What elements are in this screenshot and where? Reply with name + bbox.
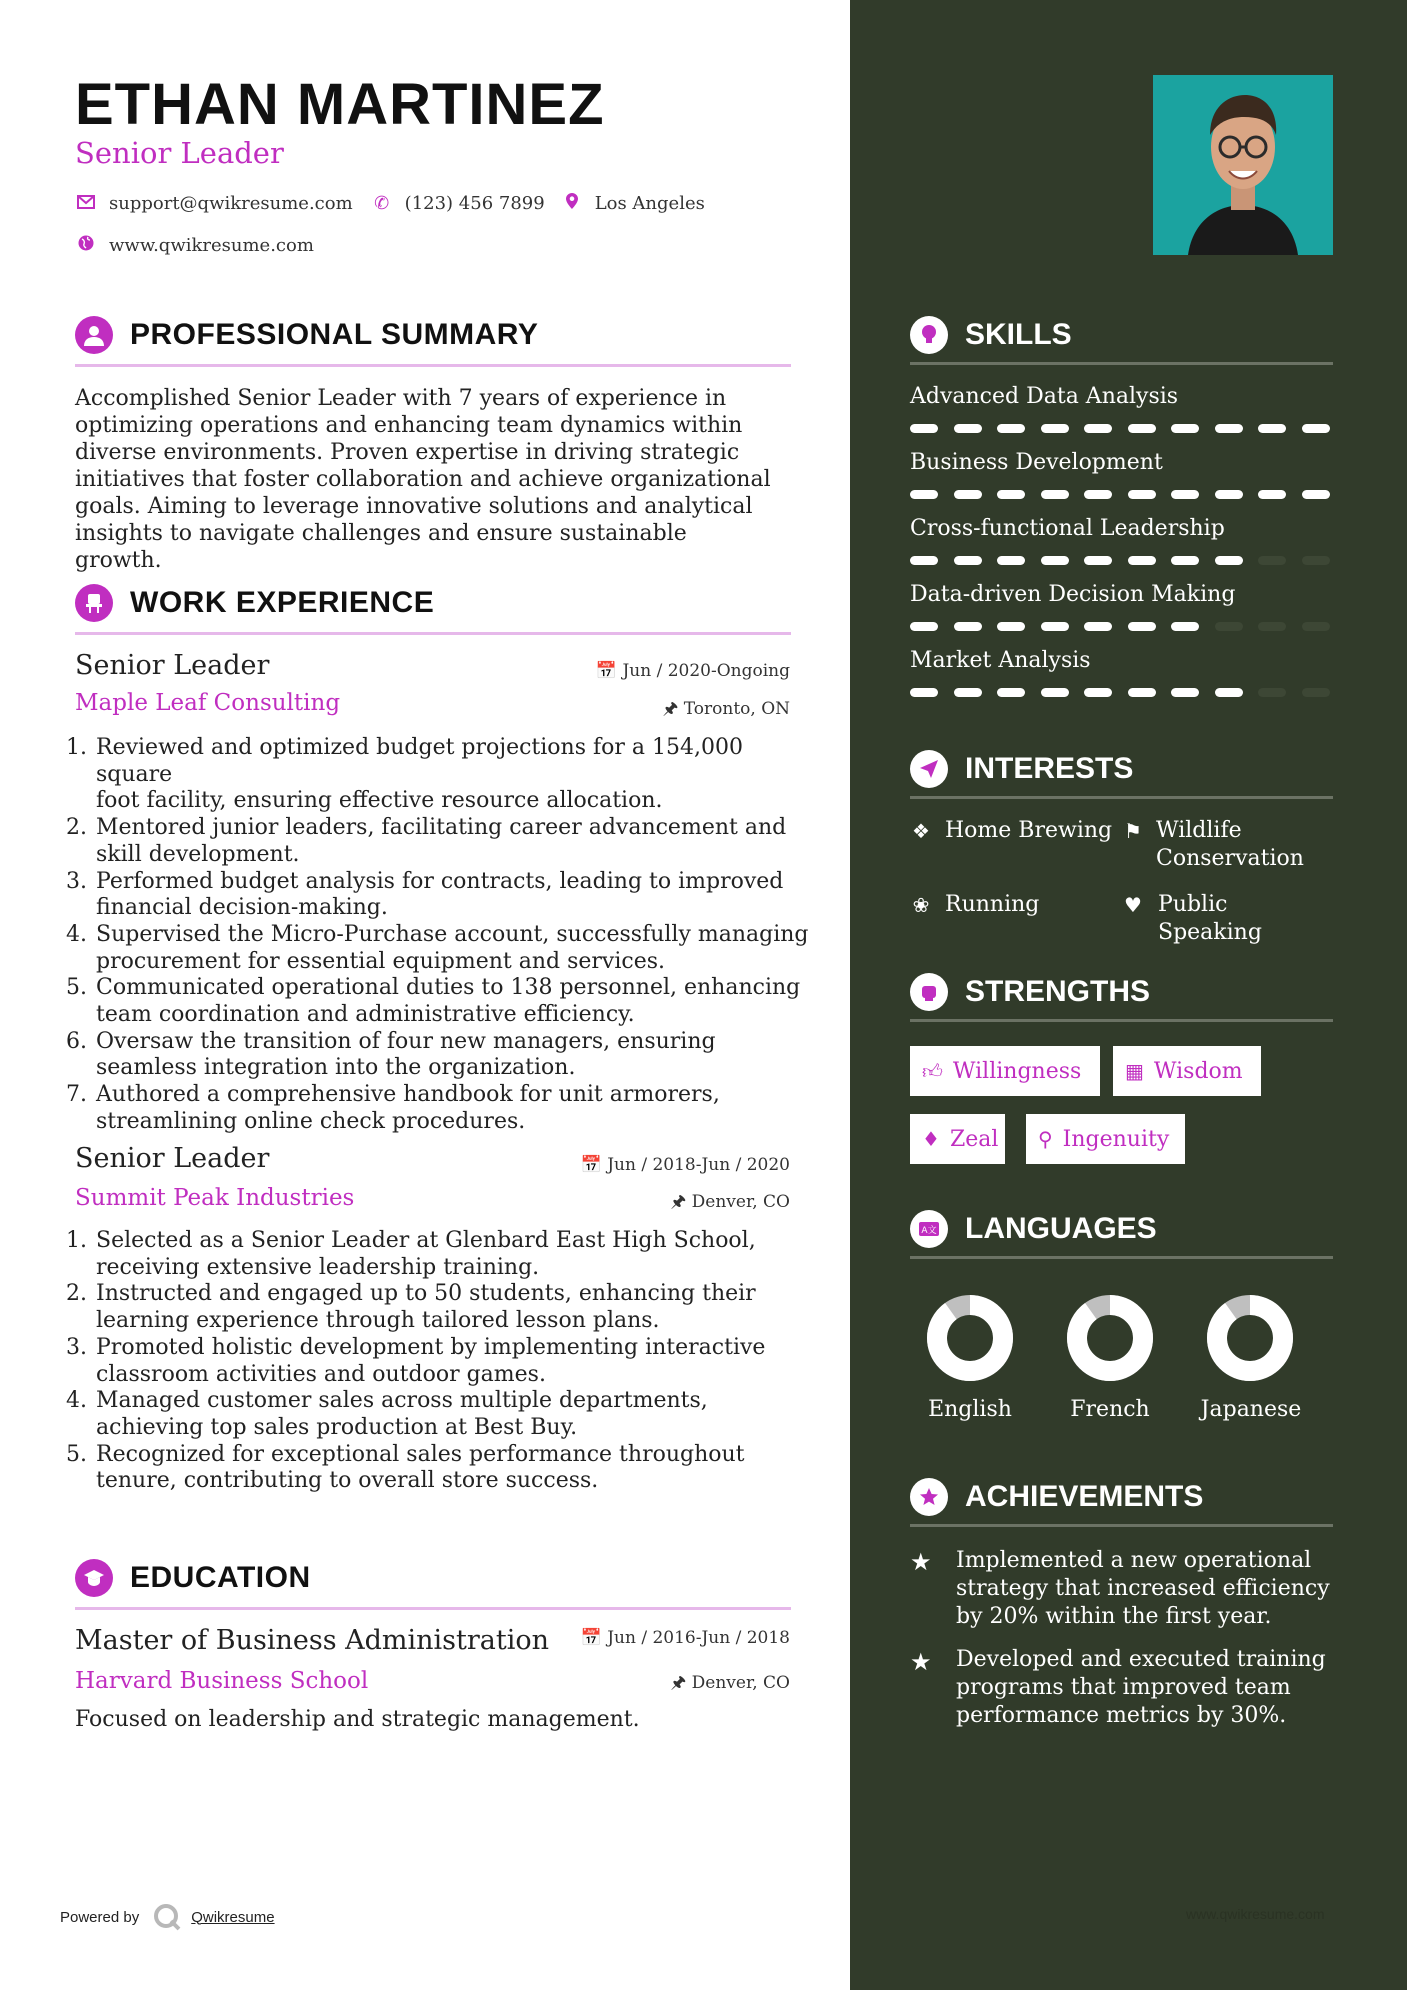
summary-line: Accomplished Senior Leader with 7 years of experience in — [75, 386, 727, 411]
interest-item — [1122, 891, 1336, 947]
star-icon: ★ — [910, 1648, 932, 1676]
bullet-line: 4. Supervised the Micro-Purchase account, successfully managing — [96, 921, 809, 947]
skill-dash-filled — [910, 622, 938, 631]
lightbulb-icon: ⚲ — [1038, 1127, 1053, 1151]
language-donut — [1205, 1293, 1295, 1383]
skill-dash-filled — [954, 490, 982, 499]
skill-dash-filled — [1128, 556, 1156, 565]
interests-title: INTERESTS — [965, 752, 1134, 785]
list-item — [94, 1029, 814, 1082]
skill-rating — [910, 556, 1333, 566]
bullet-line: 1. Reviewed and optimized budget projections for a 154,000 square — [96, 735, 743, 787]
strength-label: Willingness — [952, 1058, 1082, 1084]
svg-text:A文: A文 — [921, 1226, 937, 1236]
degree-title: Master of Business Administration — [75, 1625, 550, 1656]
skill-dash-filled — [910, 556, 938, 565]
list-item — [94, 815, 814, 868]
globe-icon — [75, 235, 97, 256]
strength-badge — [910, 1114, 1005, 1164]
education-dates — [490, 1628, 790, 1648]
achievement-line: programs that improved team — [956, 1675, 1291, 1700]
skill-dash-filled — [1258, 490, 1286, 499]
language-donut — [1065, 1293, 1155, 1383]
envelope-icon — [75, 193, 97, 214]
skill-dash-filled — [1128, 688, 1156, 697]
summary-line: initiatives that foster collaboration and achieve organizational — [75, 467, 771, 492]
skill-dash-filled — [1128, 622, 1156, 631]
candidate-name: ETHAN MARTINEZ — [75, 72, 605, 137]
achievement-line: performance metrics by 30%. — [956, 1703, 1287, 1728]
strengths-heading — [910, 971, 1333, 1022]
skill-dash-filled — [997, 556, 1025, 565]
bullet-line: 2. Instructed and engaged up to 50 students, enhancing their — [96, 1281, 756, 1307]
list-item — [94, 1442, 814, 1495]
skill-dash-empty — [1302, 556, 1330, 565]
bullet-line: 3. Performed budget analysis for contracts, leading to improved — [96, 868, 784, 894]
job-location-text: Toronto, ON — [683, 699, 790, 719]
skill-dash-filled — [1084, 490, 1112, 499]
star-icon — [910, 1478, 948, 1516]
summary-heading — [75, 314, 791, 367]
graduation-icon — [75, 1559, 113, 1597]
achievement-line: Developed and executed training — [956, 1647, 1326, 1672]
paper-plane-icon — [910, 750, 948, 788]
donut-fill — [1077, 1305, 1143, 1371]
bullet-line: skill development. — [96, 841, 300, 867]
brand-link[interactable]: Qwikresume — [191, 1908, 275, 1926]
phone-text: (123) 456 7899 — [404, 193, 545, 214]
skill-name: Business Development — [910, 450, 1163, 475]
fire-icon: ♦ — [922, 1127, 940, 1151]
list-item — [94, 975, 814, 1028]
bullet-line: seamless integration into the organization. — [96, 1055, 576, 1081]
experience-heading — [75, 582, 791, 635]
list-item — [94, 1228, 814, 1281]
skill-name: Market Analysis — [910, 648, 1091, 673]
powered-by-text: Powered by — [60, 1908, 140, 1926]
heartbeat-icon: ♥ — [1124, 893, 1142, 917]
skill-dash-filled — [1041, 688, 1069, 697]
achievements-heading — [910, 1476, 1333, 1527]
bullet-line: 5. Communicated operational duties to 138 personnel, enhancing — [96, 975, 801, 1001]
footer-website: www.qwikresume.com — [1186, 1906, 1325, 1922]
list-item — [94, 735, 814, 815]
achievement-line: by 20% within the first year. — [956, 1604, 1272, 1629]
skill-dash-filled — [1215, 490, 1243, 499]
interest-label: Public Speaking — [1158, 892, 1262, 945]
interest-item — [910, 817, 1155, 845]
strength-label: Ingenuity — [1062, 1126, 1170, 1152]
list-item — [94, 1335, 814, 1388]
bullet-line: classroom activities and outdoor games. — [96, 1361, 546, 1387]
achievement-line: strategy that increased efficiency — [956, 1576, 1330, 1601]
profile-photo — [1153, 75, 1333, 255]
website-link[interactable]: www.qwikresume.com — [109, 235, 314, 256]
skill-dash-filled — [1171, 490, 1199, 499]
footer-branding — [60, 1903, 275, 1931]
paw-icon: ❀ — [912, 893, 930, 917]
location-text: Los Angeles — [594, 193, 705, 214]
language-label: English — [928, 1397, 1012, 1422]
skill-dash-filled — [910, 688, 938, 697]
interest-item — [910, 891, 1155, 919]
achievement-line: Implemented a new operational — [956, 1548, 1312, 1573]
map-marker-icon — [561, 193, 583, 214]
skill-dash-filled — [910, 490, 938, 499]
skill-dash-filled — [1215, 556, 1243, 565]
skill-dash-filled — [1041, 622, 1069, 631]
bullet-line: 6. Oversaw the transition of four new managers, ensuring — [96, 1028, 716, 1054]
language-label: French — [1070, 1397, 1150, 1422]
phone-icon: ✆ — [374, 193, 390, 214]
skill-dash-empty — [1302, 622, 1330, 631]
donut-fill — [937, 1305, 1003, 1371]
flag-icon: ⚑ — [1124, 819, 1142, 843]
bullet-line: 3. Promoted holistic development by implementing interactive — [96, 1334, 766, 1360]
bullet-line: learning experience through tailored lesson plans. — [96, 1308, 660, 1334]
chair-icon — [75, 584, 113, 622]
job-dates — [490, 1155, 790, 1175]
skill-dash-filled — [954, 622, 982, 631]
interest-item — [1122, 817, 1332, 873]
email-link[interactable]: support@qwikresume.com — [109, 193, 353, 214]
bullet-line: tenure, contributing to overall store success. — [96, 1468, 599, 1494]
summary-line: insights to navigate challenges and ensure sustainable growth. — [75, 521, 687, 573]
strength-badge — [1113, 1046, 1261, 1096]
experience-title: WORK EXPERIENCE — [130, 586, 435, 619]
achievement-item — [956, 1547, 1336, 1631]
company-name: Summit Peak Industries — [75, 1185, 355, 1211]
skill-name: Data-driven Decision Making — [910, 582, 1236, 607]
calendar-icon: 📅 — [595, 661, 618, 681]
achievement-item — [956, 1646, 1336, 1730]
skill-dash-filled — [1302, 490, 1330, 499]
skill-rating — [910, 424, 1333, 434]
lightbulb-icon — [910, 316, 948, 354]
skill-dash-filled — [1258, 424, 1286, 433]
bullet-line: 2. Mentored junior leaders, facilitating career advancement and — [96, 815, 787, 841]
bullet-line: streamlining online check procedures. — [96, 1108, 526, 1134]
summary-text — [75, 385, 775, 574]
achievements-title: ACHIEVEMENTS — [965, 1480, 1204, 1513]
interest-label: Wildlife — [1156, 818, 1242, 843]
star-icon: ★ — [910, 1548, 932, 1576]
skill-rating — [910, 622, 1333, 632]
summary-title: PROFESSIONAL SUMMARY — [130, 318, 539, 351]
bullet-line: 1. Selected as a Senior Leader at Glenbard East High School, — [96, 1228, 756, 1253]
skill-dash-empty — [1302, 688, 1330, 697]
bullet-line: financial decision-making. — [96, 895, 388, 921]
interest-label: Home Brewing — [945, 818, 1113, 843]
bullet-line: 7. Authored a comprehensive handbook for unit armorers, — [96, 1082, 720, 1108]
languages-heading — [910, 1208, 1333, 1259]
job-title: Senior Leader — [75, 1143, 270, 1174]
donut-fill — [1217, 1305, 1283, 1371]
skill-dash-filled — [954, 424, 982, 433]
skills-title: SKILLS — [965, 318, 1072, 351]
summary-line: optimizing operations and enhancing team dynamics within — [75, 413, 743, 438]
bullet-line: 5. Recognized for exceptional sales performance throughout — [96, 1441, 745, 1467]
skill-dash-filled — [997, 688, 1025, 697]
list-item — [94, 869, 814, 922]
list-item — [94, 1082, 814, 1135]
school-name: Harvard Business School — [75, 1668, 369, 1694]
language-donut — [925, 1293, 1015, 1383]
skill-dash-filled — [997, 622, 1025, 631]
user-icon — [75, 316, 113, 354]
pin-icon: 🖈 — [670, 1673, 687, 1693]
skill-dash-filled — [1128, 490, 1156, 499]
strength-badge — [1026, 1114, 1185, 1164]
interest-label: Conservation — [1156, 846, 1304, 871]
job-title: Senior Leader — [75, 650, 270, 681]
job-bullets — [70, 735, 814, 1136]
skill-dash-filled — [1215, 424, 1243, 433]
bullet-line: receiving extensive leadership training. — [96, 1254, 540, 1280]
contact-row — [75, 193, 705, 214]
strengths-title: STRENGTHS — [965, 975, 1151, 1008]
skill-dash-filled — [1041, 556, 1069, 565]
skill-dash-filled — [1171, 688, 1199, 697]
job-bullets — [70, 1228, 814, 1495]
skill-dash-filled — [1084, 424, 1112, 433]
strength-label: Wisdom — [1153, 1058, 1243, 1084]
skill-dash-filled — [954, 688, 982, 697]
skill-dash-filled — [1084, 556, 1112, 565]
list-item — [94, 1388, 814, 1441]
pin-icon: 🖈 — [662, 699, 679, 719]
list-item — [94, 1281, 814, 1334]
interests-heading — [910, 748, 1333, 799]
job-dates-text: Jun / 2018-Jun / 2020 — [607, 1155, 790, 1175]
company-name: Maple Leaf Consulting — [75, 690, 341, 716]
skill-name: Cross-functional Leadership — [910, 516, 1225, 541]
bullet-line: 4. Managed customer sales across multiple departments, — [96, 1388, 708, 1414]
skill-dash-empty — [1258, 688, 1286, 697]
education-heading — [75, 1557, 791, 1610]
skill-name: Advanced Data Analysis — [910, 384, 1179, 409]
skill-dash-filled — [997, 424, 1025, 433]
summary-line: goals. Aiming to leverage innovative solutions and analytical — [75, 494, 753, 519]
skill-dash-filled — [1041, 490, 1069, 499]
bullet-line: team coordination and administrative efficiency. — [96, 1002, 635, 1028]
puzzle-icon: ❖ — [912, 819, 930, 843]
book-icon: ▦ — [1125, 1059, 1144, 1083]
skill-dash-filled — [997, 490, 1025, 499]
skill-dash-filled — [954, 556, 982, 565]
qwikresume-logo-icon — [153, 1903, 181, 1931]
education-location-text: Denver, CO — [691, 1673, 790, 1693]
education-title: EDUCATION — [130, 1561, 311, 1594]
job-dates-text: Jun / 2020-Ongoing — [622, 661, 790, 681]
skill-dash-filled — [910, 424, 938, 433]
education-description: Focused on leadership and strategic management. — [75, 1707, 640, 1732]
job-location-text: Denver, CO — [691, 1192, 790, 1212]
bullet-line: achieving top sales production at Best Buy. — [96, 1414, 578, 1440]
pin-icon: 🖈 — [670, 1192, 687, 1212]
skills-heading — [910, 314, 1333, 365]
language-icon — [910, 1210, 948, 1248]
job-dates — [490, 661, 790, 681]
skill-rating — [910, 490, 1333, 500]
skill-dash-filled — [1171, 424, 1199, 433]
education-dates-text: Jun / 2016-Jun / 2018 — [607, 1628, 790, 1648]
bullet-line: procurement for essential equipment and services. — [96, 948, 666, 974]
calendar-icon: 📅 — [580, 1155, 602, 1175]
language-label: Japanese — [1200, 1397, 1302, 1422]
skill-dash-filled — [1128, 424, 1156, 433]
skill-dash-filled — [1215, 688, 1243, 697]
skill-dash-filled — [1041, 424, 1069, 433]
summary-line: diverse environments. Proven expertise in driving strategic — [75, 440, 740, 465]
skill-dash-filled — [1084, 622, 1112, 631]
interest-label: Running — [945, 892, 1040, 917]
calendar-icon: 📅 — [580, 1628, 602, 1648]
skill-dash-empty — [1258, 622, 1286, 631]
languages-title: LANGUAGES — [965, 1212, 1157, 1245]
skill-dash-filled — [1084, 688, 1112, 697]
fist-icon — [910, 973, 948, 1011]
education-location — [490, 1670, 790, 1699]
skill-dash-filled — [1302, 424, 1330, 433]
bullet-line: foot facility, ensuring effective resource allocation. — [96, 788, 663, 814]
strength-badge — [910, 1046, 1100, 1096]
website-row — [75, 235, 314, 256]
skill-dash-filled — [1171, 622, 1199, 631]
skill-dash-empty — [1215, 622, 1243, 631]
skill-dash-filled — [1171, 556, 1199, 565]
list-item — [94, 922, 814, 975]
strength-label: Zeal — [949, 1126, 999, 1152]
job-location — [490, 696, 790, 725]
thumbs-up-icon: 👍︎ — [922, 1058, 943, 1083]
skill-dash-empty — [1258, 556, 1286, 565]
candidate-role: Senior Leader — [75, 136, 284, 170]
job-location — [490, 1189, 790, 1218]
skill-rating — [910, 688, 1333, 698]
